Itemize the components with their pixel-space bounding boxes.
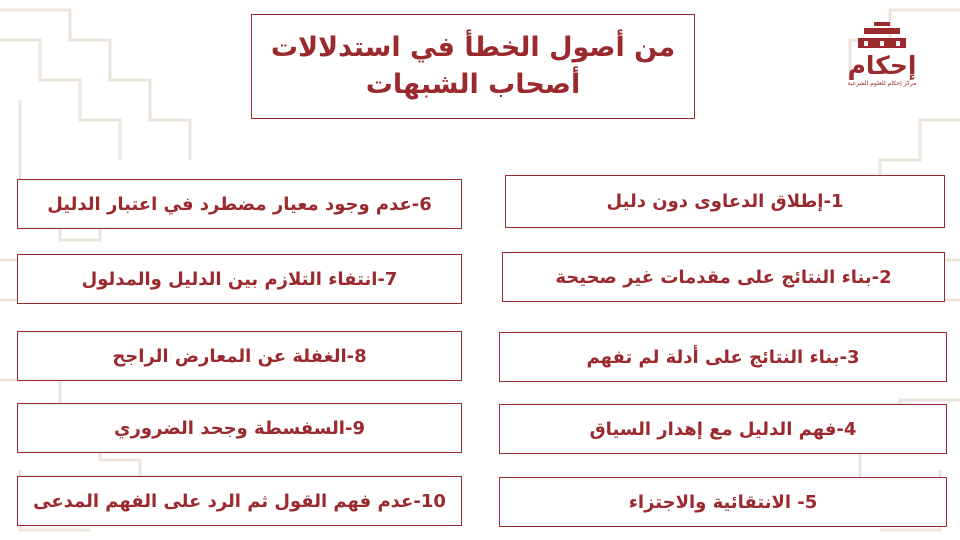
brand-logo [838,22,926,94]
list-item-5: 5- الانتقائية والاجتزاء [499,477,947,527]
list-item-3: 3-بناء النتائج على أدلة لم تفهم [499,332,947,382]
list-item-4: 4-فهم الدليل مع إهدار السياق [499,404,947,454]
logo-tagline: مركز إحكام للعلوم الشرعية [847,80,917,87]
page-title [251,14,695,119]
title-line-2: أصحاب الشبهات [365,68,581,100]
list-item-1: 1-إطلاق الدعاوى دون دليل [505,175,945,228]
list-item-9: 9-السفسطة وجحد الضروري [17,403,462,453]
list-item-6: 6-عدم وجود معيار مضطرد في اعتبار الدليل [17,179,462,229]
logo-mark-icon [850,22,914,52]
list-item-2: 2-بناء النتائج على مقدمات غير صحيحة [502,252,945,302]
list-item-8: 8-الغفلة عن المعارض الراجح [17,331,462,381]
title-line-1: من أصول الخطأ في استدلالات [270,32,676,64]
list-item-10: 10-عدم فهم القول ثم الرد على الفهم المدعى [17,476,462,526]
list-item-7: 7-انتفاء التلازم بين الدليل والمدلول [17,254,462,304]
logo-name: إحكام [847,51,917,80]
